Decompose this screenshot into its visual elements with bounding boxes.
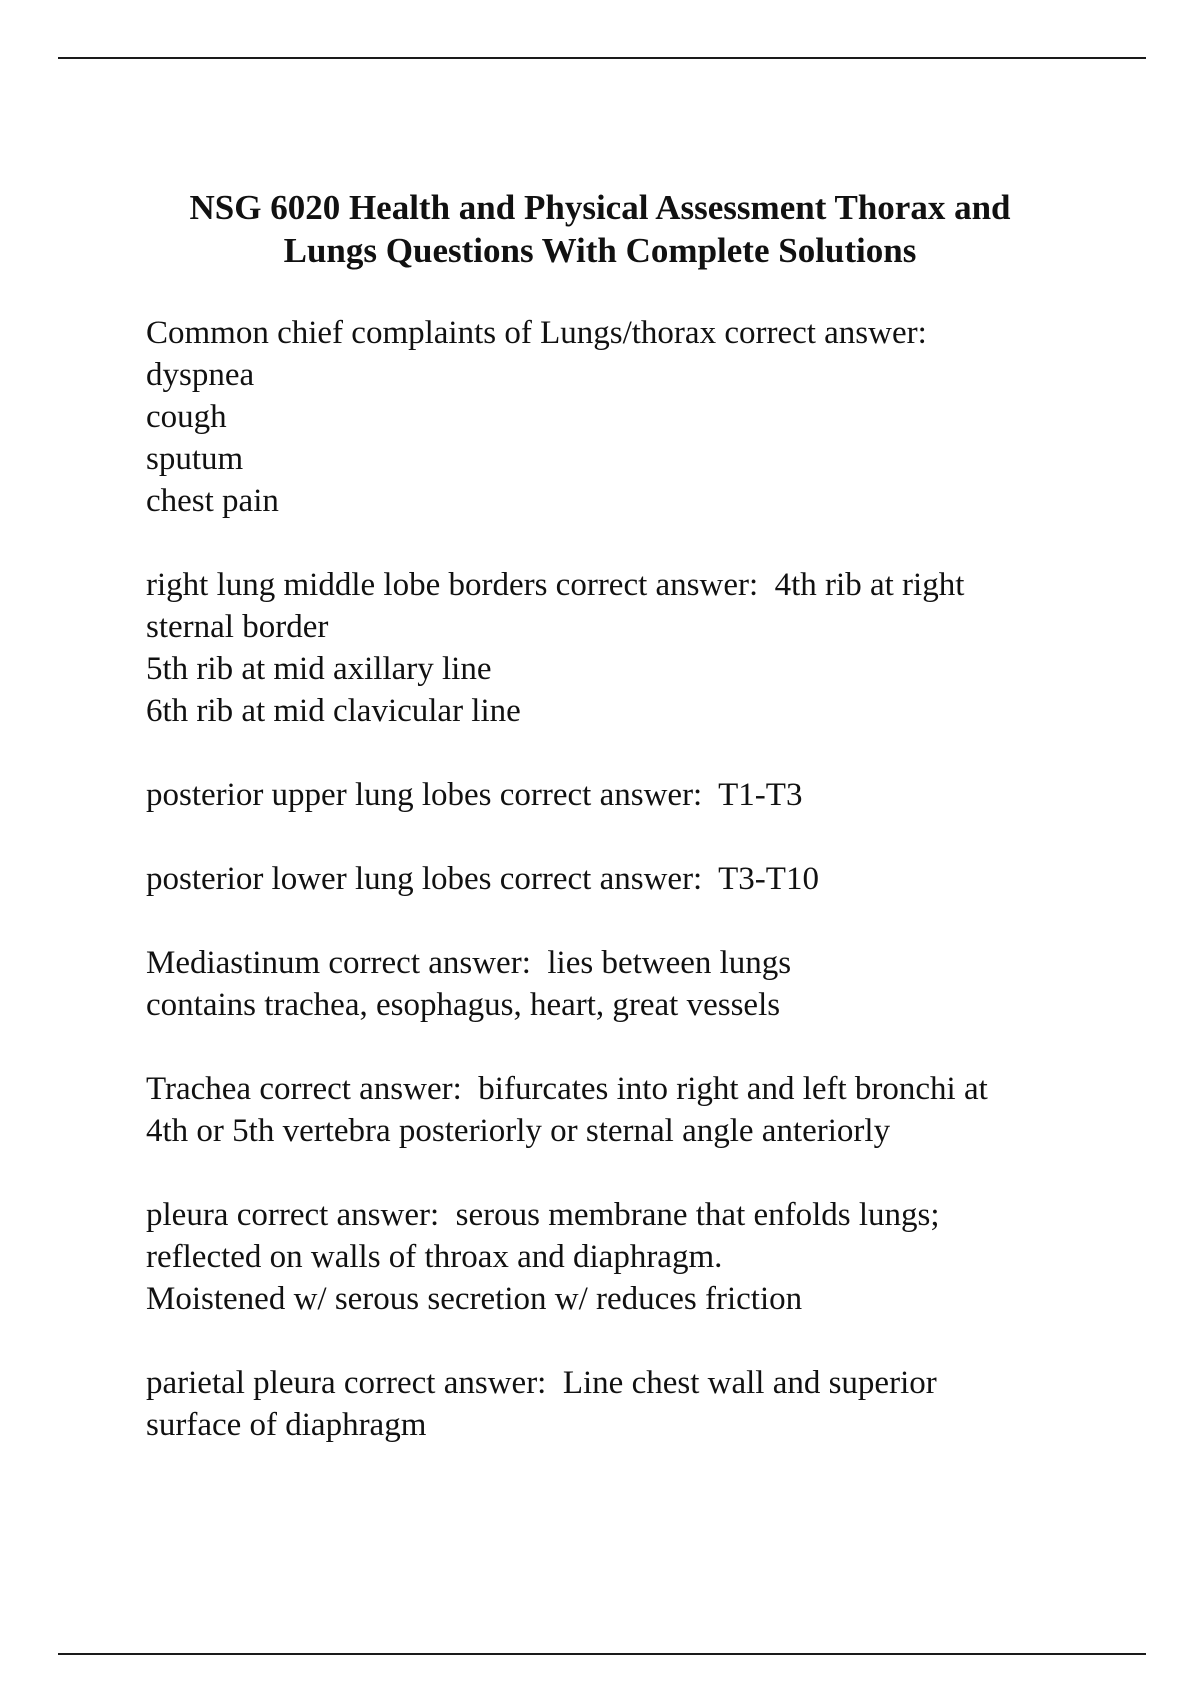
qa-entry-posterior-upper xyxy=(146,774,1086,816)
qa-line: 4th or 5th vertebra posteriorly or sternal angle anteriorly xyxy=(146,1113,891,1149)
qa-entry-posterior-lower xyxy=(146,858,1086,900)
qa-entry-trachea xyxy=(146,1068,1086,1152)
qa-line: posterior upper lung lobes correct answer: T1-T3 xyxy=(146,777,803,813)
title-line: NSG 6020 Health and Physical Assessment Thorax and xyxy=(189,188,1011,227)
qa-line: contains trachea, esophagus, heart, great vessels xyxy=(146,987,781,1023)
qa-line: dyspnea xyxy=(146,357,255,393)
qa-line: 5th rib at mid axillary line xyxy=(146,651,492,687)
document-title xyxy=(120,186,1080,272)
qa-entry-parietal-pleura xyxy=(146,1362,1086,1446)
qa-line: Moistened w/ serous secretion w/ reduces friction xyxy=(146,1281,803,1317)
bottom-divider xyxy=(58,1653,1146,1655)
qa-entry-mediastinum xyxy=(146,942,1086,1026)
qa-entry-pleura xyxy=(146,1194,1086,1320)
qa-line: cough xyxy=(146,399,227,435)
qa-line: Common chief complaints of Lungs/thorax correct answer: xyxy=(146,315,927,351)
qa-line: sternal border xyxy=(146,609,329,645)
qa-line: right lung middle lobe borders correct answer: 4th rib at right xyxy=(146,567,965,603)
qa-line: reflected on walls of throax and diaphragm. xyxy=(146,1239,723,1275)
qa-entry-chief-complaints xyxy=(146,312,1086,522)
qa-line: surface of diaphragm xyxy=(146,1407,427,1443)
top-divider xyxy=(58,57,1146,59)
qa-list xyxy=(146,312,1086,1488)
title-line: Lungs Questions With Complete Solutions xyxy=(283,231,917,270)
qa-line: Trachea correct answer: bifurcates into right and left bronchi at xyxy=(146,1071,988,1107)
qa-line: parietal pleura correct answer: Line chest wall and superior xyxy=(146,1365,937,1401)
qa-entry-middle-lobe xyxy=(146,564,1086,732)
qa-line: 6th rib at mid clavicular line xyxy=(146,693,521,729)
qa-line: posterior lower lung lobes correct answer: T3-T10 xyxy=(146,861,819,897)
qa-line: Mediastinum correct answer: lies between lungs xyxy=(146,945,792,981)
qa-line: pleura correct answer: serous membrane that enfolds lungs; xyxy=(146,1197,940,1233)
qa-line: chest pain xyxy=(146,483,279,519)
qa-line: sputum xyxy=(146,441,244,477)
